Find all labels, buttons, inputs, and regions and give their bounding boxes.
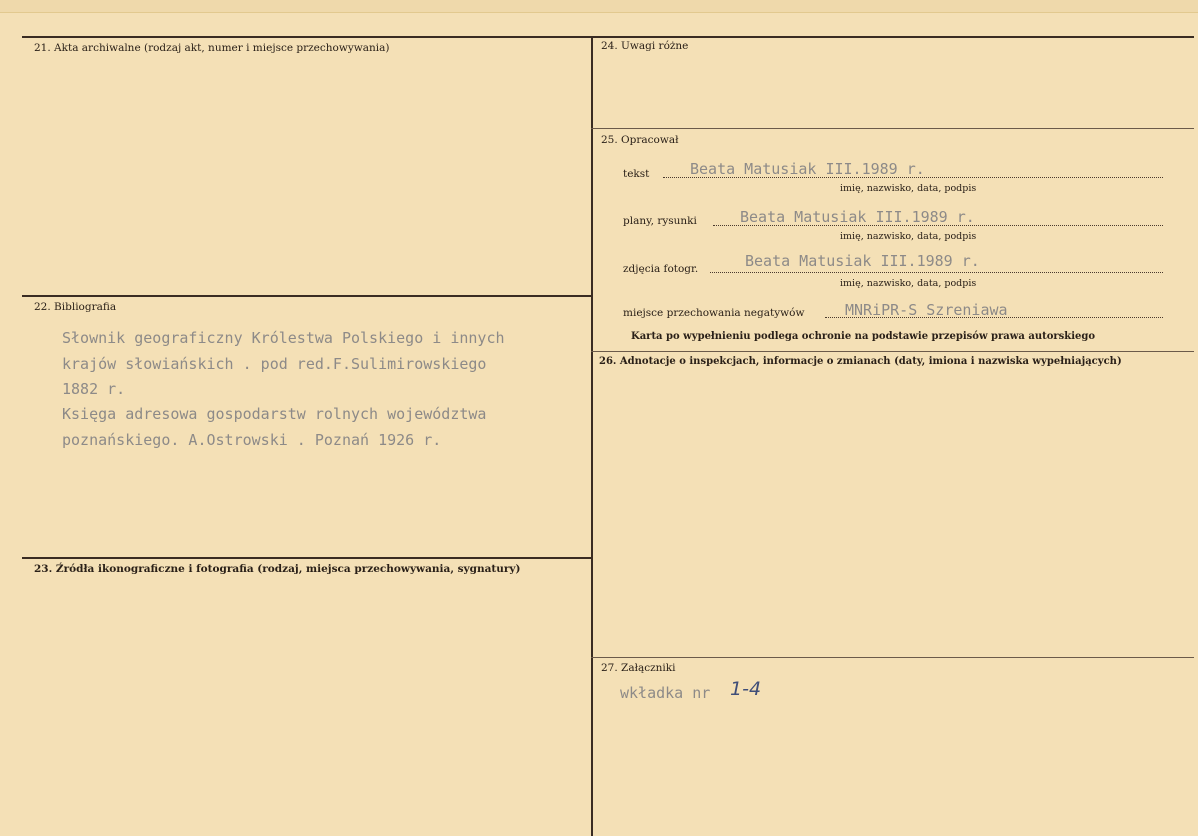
plany-caption: imię, nazwisko, data, podpis [840, 231, 977, 242]
plany-value: Beata Matusiak III.1989 r. [740, 208, 975, 226]
card-top-edge [0, 0, 1198, 13]
bibliography-line: Słownik geograficzny Królestwa Polskiego i innych [62, 329, 505, 347]
divider-24-25 [591, 128, 1194, 129]
zdjecia-value: Beata Matusiak III.1989 r. [745, 252, 980, 270]
section-21-heading: 21. Akta archiwalne (rodzaj akt, numer i miejsce przechowywania) [34, 42, 390, 54]
divider-26-27 [591, 657, 1194, 658]
divider-22-23 [22, 557, 592, 559]
plany-label: plany, rysunki [623, 215, 697, 227]
section-23-heading: 23. Źródła ikonograficzne i fotografia (rodzaj, miejsca przechowywania, sygnatury) [34, 563, 521, 575]
tekst-caption: imię, nazwisko, data, podpis [840, 183, 977, 194]
zdjecia-caption: imię, nazwisko, data, podpis [840, 278, 977, 289]
bibliography-line: krajów słowiańskich . pod red.F.Sulimirowskiego [62, 355, 487, 373]
attachment-typed: wkładka nr [620, 684, 711, 702]
section-25-heading: 25. Opracował [601, 134, 679, 146]
bibliography-line: 1882 r. [62, 380, 126, 398]
copyright-note: Karta po wypełnieniu podlega ochronie na podstawie przepisów prawa autorskiego [631, 331, 1096, 342]
bibliography-line: poznańskiego. A.Ostrowski . Poznań 1926 r. [62, 431, 442, 449]
center-divider [591, 36, 593, 836]
divider-21-22 [22, 295, 592, 297]
attachment-handwritten: 1-4 [730, 678, 762, 700]
section-22-heading: 22. Bibliografia [34, 301, 117, 313]
section-26-heading: 26. Adnotacje o inspekcjach, informacje o zmianach (daty, imiona i nazwiska wypełniających) [599, 356, 1122, 367]
negatywy-value: MNRiPR-S Szreniawa [845, 301, 1008, 319]
negatywy-label: miejsce przechowania negatywów [623, 307, 805, 319]
bibliography-line: Księga adresowa gospodarstw rolnych województwa [62, 405, 487, 423]
divider-25-26 [591, 351, 1194, 352]
zdjecia-line [710, 272, 1163, 273]
section-27-heading: 27. Załączniki [601, 662, 676, 674]
zdjecia-label: zdjęcia fotogr. [623, 263, 699, 275]
tekst-value: Beata Matusiak III.1989 r. [690, 160, 925, 178]
section-24-heading: 24. Uwagi różne [601, 40, 689, 52]
top-rule [22, 36, 1194, 38]
tekst-label: tekst [623, 168, 650, 180]
